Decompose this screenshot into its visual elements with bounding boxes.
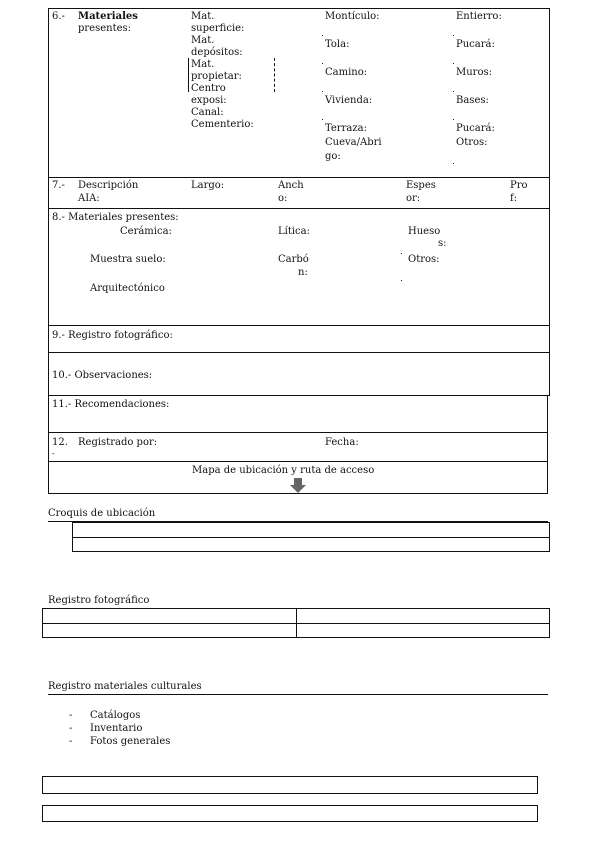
s6-col3-5: Cueva/Abri <box>325 137 382 148</box>
s6-label-2: presentes: <box>78 23 132 34</box>
bracket-right <box>274 58 275 92</box>
list-item-fotos: Fotos generales <box>90 736 171 747</box>
s12-num: 12. <box>52 437 68 448</box>
s12-dash: - <box>52 449 55 458</box>
dot <box>322 119 323 120</box>
s6-col2-1: superficie: <box>191 23 245 34</box>
list-item-catalogos: Catálogos <box>90 710 141 721</box>
s8-otros: Otros: <box>408 254 440 265</box>
s12-fecha: Fecha: <box>325 437 359 448</box>
dot <box>322 35 323 36</box>
registro-materiales-rule <box>48 694 548 695</box>
dot <box>401 253 402 254</box>
s6-col4-3: Bases: <box>456 95 489 106</box>
s9-label: 9.- Registro fotográfico: <box>52 330 173 341</box>
s6-col2-5: propietar: <box>191 71 242 82</box>
registro-foto-col-divider <box>296 608 297 638</box>
croquis-title: Croquis de ubicación <box>48 508 156 519</box>
dot <box>401 280 402 281</box>
s6-col2-0: Mat. <box>191 11 215 22</box>
dot <box>453 119 454 120</box>
s7-desc-1: Descripción <box>78 180 139 191</box>
dot <box>453 91 454 92</box>
bottom-box-2 <box>42 805 538 822</box>
s8-huesos-2: s: <box>438 238 447 249</box>
dot <box>453 35 454 36</box>
s6-col3-2: Camino: <box>325 67 368 78</box>
s6-label-1: Materiales <box>78 11 138 22</box>
bracket-left <box>188 58 189 92</box>
s11-label: 11.- Recomendaciones: <box>52 399 170 410</box>
registro-foto-title: Registro fotográfico <box>48 595 150 606</box>
s7-largo: Largo: <box>191 180 225 191</box>
s8-ceramica: Cerámica: <box>120 226 172 237</box>
dot <box>322 91 323 92</box>
s7-desc-2: AIA: <box>78 193 100 204</box>
s6-col2-4: Mat. <box>191 59 215 70</box>
s8-title: 8.- Materiales presentes: <box>52 212 179 223</box>
croquis-table-row-1 <box>72 522 550 538</box>
s6-col3-0: Montículo: <box>325 11 380 22</box>
s6-col2-9: Cementerio: <box>191 119 254 130</box>
list-bullet: - <box>69 710 73 721</box>
s8-carbon-2: n: <box>298 267 308 278</box>
dot <box>322 63 323 64</box>
s8-litica: Lítica: <box>278 226 310 237</box>
s8-arquitectonico: Arquitectónico <box>90 283 165 294</box>
down-arrow-icon <box>289 478 307 494</box>
s6-col3-6: go: <box>325 151 341 162</box>
s6-col4-4: Pucará: <box>456 123 495 134</box>
bottom-box-1 <box>42 776 538 794</box>
s6-col4-0: Entierro: <box>456 11 502 22</box>
s6-col2-7: exposi: <box>191 95 227 106</box>
list-bullet: - <box>69 723 73 734</box>
s6-col4-5: Otros: <box>456 137 488 148</box>
s6-col4-2: Muros: <box>456 67 492 78</box>
s7-ancho-2: o: <box>278 193 288 204</box>
s7-num: 7.- <box>52 180 65 191</box>
s6-col2-6: Centro <box>191 83 226 94</box>
registro-materiales-title: Registro materiales culturales <box>48 681 202 692</box>
s6-col4-1: Pucará: <box>456 39 495 50</box>
s6-col2-8: Canal: <box>191 107 224 118</box>
croquis-table-row-2 <box>72 537 550 552</box>
s10-label: 10.- Observaciones: <box>52 370 153 381</box>
s6-col2-3: depósitos: <box>191 47 243 58</box>
s7-ancho-1: Anch <box>278 180 304 191</box>
mapa-label: Mapa de ubicación y ruta de acceso <box>192 465 375 476</box>
s7-prof-1: Pro <box>510 180 528 191</box>
s6-col3-3: Vivienda: <box>325 95 373 106</box>
s8-muestra: Muestra suelo: <box>90 254 166 265</box>
s8-huesos-1: Hueso <box>408 226 441 237</box>
s7-espesor-1: Espes <box>406 180 436 191</box>
s8-carbon-1: Carbó <box>278 254 309 265</box>
list-bullet: - <box>69 736 73 747</box>
s7-espesor-2: or: <box>406 193 421 204</box>
s12-registrado: Registrado por: <box>78 437 158 448</box>
dot <box>453 163 454 164</box>
list-item-inventario: Inventario <box>90 723 143 734</box>
s6-col3-4: Terraza: <box>325 123 367 134</box>
s6-col3-1: Tola: <box>325 39 350 50</box>
s7-prof-2: f: <box>510 193 518 204</box>
dot <box>453 63 454 64</box>
s6-num: 6.- <box>52 11 65 22</box>
s6-col2-2: Mat. <box>191 35 215 46</box>
